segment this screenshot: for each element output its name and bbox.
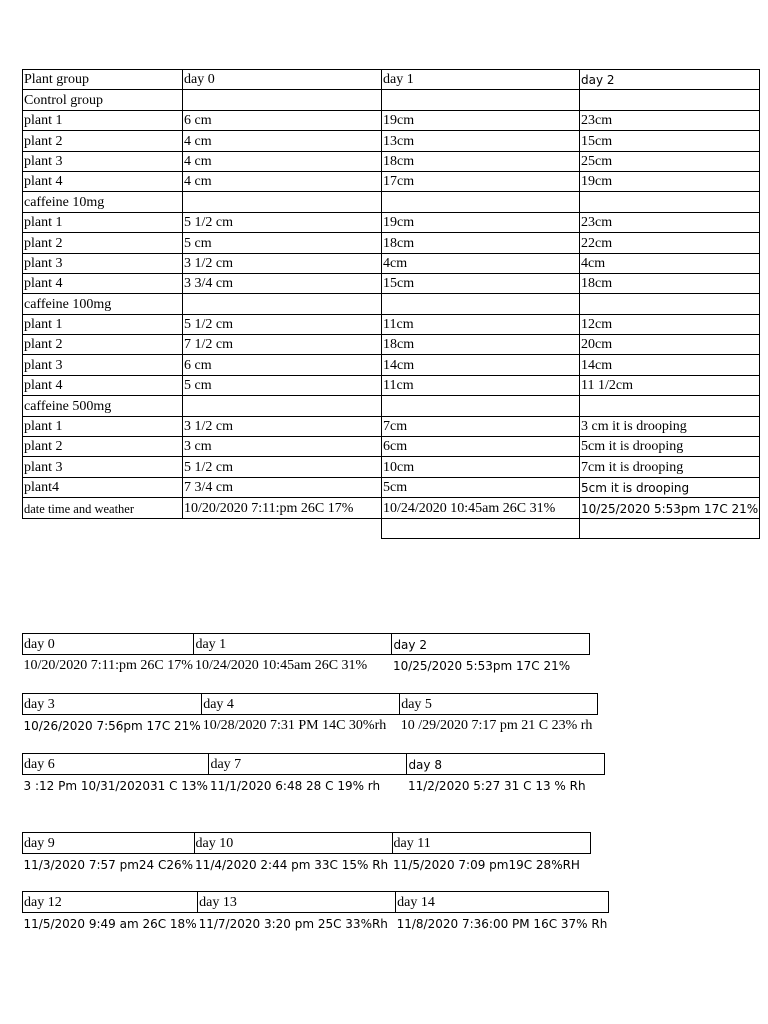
measurement-cell: 3 cm <box>183 437 382 457</box>
day-header-cell: day 3 <box>23 694 202 715</box>
table-row <box>23 233 760 253</box>
day-block <box>22 753 605 795</box>
table-row <box>23 294 760 314</box>
measurement-cell <box>382 396 580 416</box>
table-row <box>23 396 760 416</box>
day-value-row <box>23 854 591 875</box>
table-row <box>23 212 760 232</box>
measurement-cell: 5cm it is drooping <box>580 477 760 497</box>
weather-value-cell: 10/24/2020 10:45am 26C 31% <box>194 658 368 673</box>
weather-value-cell: 11/3/2020 7:57 pm24 C26% <box>23 858 194 872</box>
day-header-cell: day 9 <box>23 833 195 854</box>
day-header-cell: day 2 <box>392 634 590 655</box>
measurement-cell: 15cm <box>580 131 760 151</box>
group-or-plant-cell: plant 3 <box>23 457 183 477</box>
group-or-plant-cell: plant 2 <box>23 233 183 253</box>
measurement-cell <box>580 396 760 416</box>
group-or-plant-cell: plant 3 <box>23 253 183 273</box>
group-or-plant-cell: plant 4 <box>23 375 183 395</box>
day-header-cell: day 8 <box>407 754 605 775</box>
day-header-cell: day 0 <box>23 634 194 655</box>
weather-value-cell: 11/5/2020 7:09 pm19C 28%RH <box>393 858 580 872</box>
group-or-plant-cell: plant 2 <box>23 335 183 355</box>
measurement-cell: 4cm <box>382 253 580 273</box>
weather-value-cell: 10/20/2020 7:11:pm 26C 17% <box>23 658 193 673</box>
weather-value-cell: 11/7/2020 3:20 pm 25C 33%Rh <box>198 917 388 931</box>
table-row <box>23 314 760 334</box>
measurement-cell: 3 1/2 cm <box>183 253 382 273</box>
measurement-cell: 7 3/4 cm <box>183 477 382 497</box>
table-row <box>23 110 760 130</box>
day-block <box>22 693 598 735</box>
group-or-plant-cell: caffeine 10mg <box>23 192 183 212</box>
measurement-cell: 11cm <box>382 314 580 334</box>
measurement-cell: 4 cm <box>183 151 382 171</box>
day-header-cell: day 11 <box>392 833 590 854</box>
group-or-plant-cell: caffeine 100mg <box>23 294 183 314</box>
measurement-cell <box>183 396 382 416</box>
table-row <box>23 477 760 497</box>
weather-value-cell: 11/1/2020 6:48 28 C 19% rh <box>209 779 381 793</box>
group-or-plant-cell: plant 1 <box>23 110 183 130</box>
measurement-cell <box>183 90 382 110</box>
table-header-row <box>23 70 760 90</box>
day-header-cell: day 12 <box>23 892 198 913</box>
table-row <box>23 437 760 457</box>
day-value-row <box>23 913 609 934</box>
measurement-cell <box>183 192 382 212</box>
weather-value-cell: 10/25/2020 5:53pm 17C 21% <box>392 659 571 673</box>
day-header-cell: day 1 <box>194 634 392 655</box>
measurement-cell: 5 1/2 cm <box>183 212 382 232</box>
day-value-row <box>23 655 590 676</box>
table-row <box>23 131 760 151</box>
measurement-cell <box>382 192 580 212</box>
group-or-plant-cell: plant 3 <box>23 151 183 171</box>
weather-label-cell: date time and weather <box>23 498 183 518</box>
measurement-cell: 3 3/4 cm <box>183 273 382 293</box>
group-or-plant-cell: plant 1 <box>23 212 183 232</box>
measurement-cell: 6 cm <box>183 110 382 130</box>
plant-growth-table <box>22 69 760 539</box>
header-day-2: day 2 <box>580 70 760 90</box>
measurement-cell: 6 cm <box>183 355 382 375</box>
weather-value-cell: 10/28/2020 7:31 PM 14C 30%rh <box>202 718 387 733</box>
measurement-cell: 5cm it is drooping <box>580 437 760 457</box>
empty-row <box>23 518 760 538</box>
measurement-cell <box>580 90 760 110</box>
group-or-plant-cell: plant 3 <box>23 355 183 375</box>
day-header-row <box>23 754 605 775</box>
measurement-cell: 19cm <box>580 171 760 191</box>
plant-growth-table-body <box>23 70 760 539</box>
measurement-cell: 12cm <box>580 314 760 334</box>
measurement-cell: 23cm <box>580 110 760 130</box>
measurement-cell: 6cm <box>382 437 580 457</box>
table-row <box>23 192 760 212</box>
day-header-row <box>23 833 591 854</box>
weather-cell: 10/24/2020 10:45am 26C 31% <box>382 498 580 518</box>
day-header-cell: day 14 <box>396 892 609 913</box>
measurement-cell: 18cm <box>382 151 580 171</box>
day-header-cell: day 4 <box>202 694 400 715</box>
table-row <box>23 253 760 273</box>
weather-value-cell: 3 :12 Pm 10/31/202031 C 13% <box>23 779 208 793</box>
weather-cell: 10/25/2020 5:53pm 17C 21% <box>580 498 760 518</box>
empty-cell <box>23 518 183 538</box>
measurement-cell: 14cm <box>580 355 760 375</box>
header-day-0: day 0 <box>183 70 382 90</box>
group-or-plant-cell: Control group <box>23 90 183 110</box>
table-row <box>23 273 760 293</box>
group-or-plant-cell: caffeine 500mg <box>23 396 183 416</box>
weather-value-cell: 10/26/2020 7:56pm 17C 21% <box>23 719 201 733</box>
weather-value-cell: 11/5/2020 9:49 am 26C 18% <box>23 917 197 931</box>
measurement-cell: 3 cm it is drooping <box>580 416 760 436</box>
measurement-cell: 15cm <box>382 273 580 293</box>
measurement-cell: 4 cm <box>183 131 382 151</box>
table-row <box>23 151 760 171</box>
measurement-cell: 5 1/2 cm <box>183 457 382 477</box>
day-header-cell: day 7 <box>209 754 407 775</box>
measurement-cell: 7 1/2 cm <box>183 335 382 355</box>
day-header-cell: day 10 <box>194 833 392 854</box>
day-header-row <box>23 694 598 715</box>
measurement-cell: 5 cm <box>183 233 382 253</box>
measurement-cell: 13cm <box>382 131 580 151</box>
measurement-cell: 10cm <box>382 457 580 477</box>
measurement-cell: 25cm <box>580 151 760 171</box>
measurement-cell: 22cm <box>580 233 760 253</box>
weather-value-cell: 11/8/2020 7:36:00 PM 16C 37% Rh <box>396 917 608 931</box>
measurement-cell: 19cm <box>382 110 580 130</box>
measurement-cell <box>382 90 580 110</box>
measurement-cell: 23cm <box>580 212 760 232</box>
table-row <box>23 355 760 375</box>
measurement-cell: 14cm <box>382 355 580 375</box>
day-value-row <box>23 775 605 796</box>
day-value-row <box>23 715 598 736</box>
measurement-cell: 4 cm <box>183 171 382 191</box>
weather-value-cell: 11/4/2020 2:44 pm 33C 15% Rh <box>195 858 389 872</box>
day-header-row <box>23 634 590 655</box>
weather-row <box>23 498 760 518</box>
day-block <box>22 891 609 933</box>
measurement-cell: 3 1/2 cm <box>183 416 382 436</box>
measurement-cell: 18cm <box>382 335 580 355</box>
measurement-cell <box>183 294 382 314</box>
day-header-row <box>23 892 609 913</box>
measurement-cell: 17cm <box>382 171 580 191</box>
table-row <box>23 90 760 110</box>
table-row <box>23 335 760 355</box>
group-or-plant-cell: plant4 <box>23 477 183 497</box>
measurement-cell: 20cm <box>580 335 760 355</box>
measurement-cell: 18cm <box>580 273 760 293</box>
group-or-plant-cell: plant 1 <box>23 416 183 436</box>
measurement-cell: 4cm <box>580 253 760 273</box>
header-day-1: day 1 <box>382 70 580 90</box>
measurement-cell: 5cm <box>382 477 580 497</box>
measurement-cell <box>580 294 760 314</box>
measurement-cell: 18cm <box>382 233 580 253</box>
measurement-cell: 7cm it is drooping <box>580 457 760 477</box>
measurement-cell <box>382 294 580 314</box>
measurement-cell: 11 1/2cm <box>580 375 760 395</box>
day-header-cell: day 5 <box>400 694 598 715</box>
group-or-plant-cell: plant 4 <box>23 273 183 293</box>
group-or-plant-cell: plant 2 <box>23 437 183 457</box>
weather-cell: 10/20/2020 7:11:pm 26C 17% <box>183 498 382 518</box>
measurement-cell: 19cm <box>382 212 580 232</box>
table-row <box>23 416 760 436</box>
group-or-plant-cell: plant 2 <box>23 131 183 151</box>
day-block <box>22 633 590 675</box>
day-block <box>22 832 591 874</box>
header-plant-group: Plant group <box>23 70 183 90</box>
empty-cell <box>183 518 382 538</box>
empty-cell <box>382 518 580 538</box>
measurement-cell: 7cm <box>382 416 580 436</box>
table-row <box>23 457 760 477</box>
table-row <box>23 375 760 395</box>
empty-cell <box>580 518 760 538</box>
weather-value-cell: 10 /29/2020 7:17 pm 21 C 23% rh <box>400 718 593 733</box>
group-or-plant-cell: plant 4 <box>23 171 183 191</box>
day-header-cell: day 6 <box>23 754 209 775</box>
measurement-cell: 5 1/2 cm <box>183 314 382 334</box>
measurement-cell <box>580 192 760 212</box>
table-row <box>23 171 760 191</box>
weather-value-cell: 11/2/2020 5:27 31 C 13 % Rh <box>407 779 586 793</box>
day-header-cell: day 13 <box>198 892 396 913</box>
measurement-cell: 11cm <box>382 375 580 395</box>
group-or-plant-cell: plant 1 <box>23 314 183 334</box>
measurement-cell: 5 cm <box>183 375 382 395</box>
